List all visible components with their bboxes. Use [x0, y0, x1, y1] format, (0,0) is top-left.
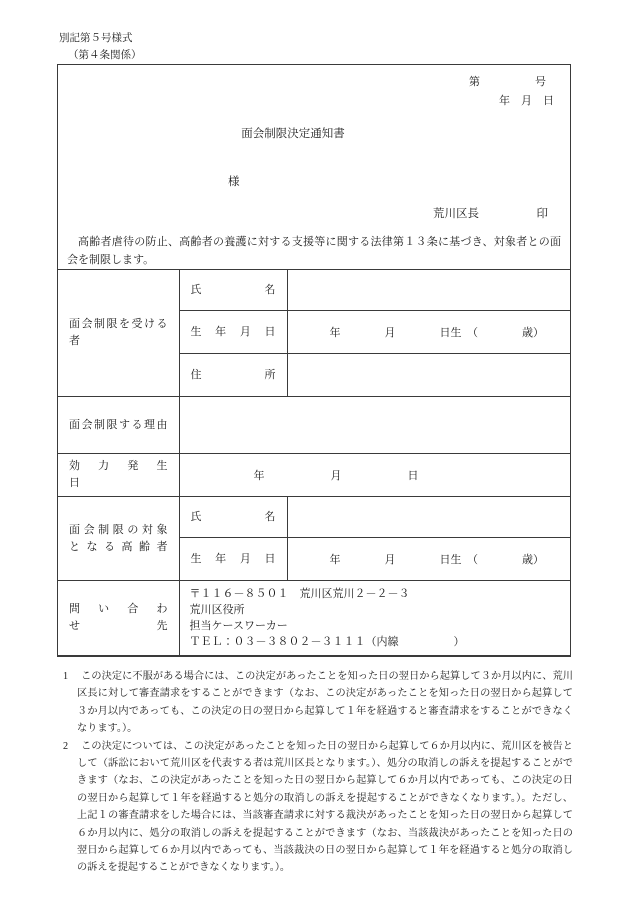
contact-telephone: ＴＥＬ：０３－３８０２－３１１１（内線 ）	[189, 636, 465, 648]
target-elderly-label-line1: 面 会 制 限 の 対 象	[69, 523, 168, 536]
note-number-1: 1	[63, 671, 69, 682]
cell-reason-value[interactable]	[179, 397, 570, 454]
effective-date-value: 年 月 日	[253, 470, 419, 482]
cell-target-birth-label	[179, 538, 287, 581]
cell-effective-date-label	[58, 454, 179, 497]
table-row	[58, 397, 570, 454]
target-elderly-label	[58, 522, 179, 556]
restricted-person-label: 面会制限を受ける者	[69, 318, 168, 347]
table-row	[58, 270, 570, 311]
cell-restricted-name-label	[179, 270, 287, 311]
cell-effective-date-value[interactable]	[179, 454, 570, 497]
cell-target-name-label	[179, 497, 287, 538]
page-title: 面会制限決定通知書	[241, 128, 345, 140]
document-number-line: 第 号	[469, 76, 546, 88]
document-header	[58, 65, 570, 269]
cell-target-birth-value[interactable]	[287, 538, 570, 581]
list-item	[57, 738, 573, 877]
note-body-1: この決定に不服がある場合には、この決定があったことを知った日の翌日から起算して３か月以内に、荒川区長に対して審査請求をすることができます（なお、この決定があったことを知った日の翌日から起算して３か月以内であっても、この決定の日の翌日から起算して１年を経過すると審査請求をすることができなくなります。）。	[77, 671, 573, 735]
effective-date-label: 効 力 発 生 日	[69, 460, 179, 489]
cell-contact-value	[179, 581, 570, 656]
restricted-name-label: 氏 名	[190, 283, 276, 296]
target-birth-label: 生 年 月 日	[190, 552, 276, 565]
document-date-line: 年 月 日	[499, 95, 554, 107]
cell-restricted-name-value[interactable]	[287, 270, 570, 311]
note-text-2	[77, 738, 573, 877]
cell-restricted-person-label	[58, 270, 179, 397]
target-name-value	[288, 511, 308, 523]
form-article-reference: （第４条関係）	[68, 50, 142, 61]
cell-restricted-address-label	[179, 354, 287, 397]
contact-block	[180, 581, 571, 655]
contact-label: 問 い 合 わ せ 先	[69, 603, 179, 632]
cell-restricted-birth-value[interactable]	[287, 311, 570, 354]
note-text-1	[77, 668, 573, 738]
form-meta	[57, 30, 142, 64]
cell-contact-label	[58, 581, 179, 656]
contact-postal-address: 〒１１６－８５０１ 荒川区荒川２－２－３	[189, 588, 410, 600]
addressee-honorific: 様	[228, 176, 240, 188]
restricted-birth-value: 年 月 日生 （ 歳）	[329, 327, 544, 339]
form-number: 別記第５号様式	[59, 33, 133, 44]
contact-department: 担当ケースワーカー	[189, 620, 288, 632]
legal-basis-text: 高齢者虐待の防止、高齢者の養護に対する支援等に関する法律第１３条に基づき、対象者との面会を制限します。	[67, 236, 561, 266]
cell-restricted-birth-label	[179, 311, 287, 354]
document-box	[57, 64, 571, 657]
cell-restricted-address-value[interactable]	[287, 354, 570, 397]
cell-reason-label	[58, 397, 179, 454]
issuer-and-seal: 荒川区長 印	[433, 208, 548, 220]
form-table	[58, 269, 570, 656]
legal-notes	[57, 668, 573, 877]
cell-target-elderly-label	[58, 497, 179, 581]
restricted-name-value	[288, 284, 308, 296]
restricted-address-value	[288, 369, 308, 381]
note-number-2: 2	[63, 740, 69, 752]
reason-label: 面会制限する理由	[69, 418, 168, 431]
document-number-block	[469, 73, 554, 111]
restricted-birth-label: 生 年 月 日	[190, 325, 276, 338]
restricted-address-label: 住 所	[190, 368, 276, 381]
table-row	[58, 581, 570, 656]
reason-value	[180, 419, 200, 431]
contact-office: 荒川区役所	[189, 604, 245, 616]
note-body-2: この決定については、この決定があったことを知った日の翌日から起算して６か月以内に、荒川区を被告として（訴訟において荒川区を代表する者は荒川区長となります。）、処分の取消しの訴えを提起することができます（なお、この決定があったことを知った日の翌日から起算して６か月以内であっても、この決定の日の翌日から起算して１年を経過すると処分の取消しの訴えを提起することができなくなります。）。ただし、上記１の審査請求をした場合には、当該審査請求に対する裁決があったことを知った日の翌日から起算して６か月以内に、処分の取消しの訴えを提起することができます（なお、当該裁決があったことを知った日の翌日から起算して６か月以内であっても、当該裁決の日の翌日から起算して１年を経過すると処分の取消しの訴えを提起することができなくなります。）。	[77, 740, 573, 874]
list-item	[57, 668, 573, 738]
cell-target-name-value[interactable]	[287, 497, 570, 538]
target-elderly-label-line2: と な る 高 齢 者	[69, 540, 168, 553]
target-birth-value: 年 月 日生 （ 歳）	[329, 554, 544, 566]
target-name-label: 氏 名	[190, 510, 276, 523]
legal-basis-paragraph	[67, 233, 561, 269]
table-row	[58, 454, 570, 497]
table-row	[58, 497, 570, 538]
